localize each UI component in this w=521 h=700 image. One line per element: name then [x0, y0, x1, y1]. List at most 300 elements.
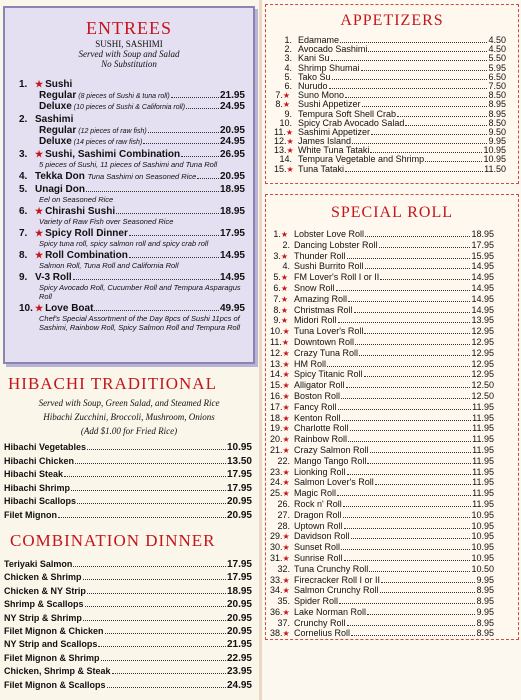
dot-leader — [83, 620, 226, 621]
star-icon: ★ — [282, 402, 290, 412]
hibachi-list — [4, 442, 252, 523]
item-price: 11.95 — [472, 498, 494, 509]
item-name: Teriyaki Salmon — [4, 559, 73, 569]
item-price: 17.95 — [226, 469, 252, 480]
entree-description: Eel on Seasoned Rice — [39, 195, 114, 204]
dot-leader — [337, 495, 471, 496]
dot-leader — [336, 290, 471, 291]
item-name: Cornelius Roll — [294, 628, 351, 639]
star-icon: ★ — [282, 478, 290, 488]
item-number-text: 30. — [270, 542, 283, 553]
item-name: Avocado Sashimi — [298, 44, 368, 55]
item-name: Spicy Crab Avocado Salad — [298, 117, 405, 128]
special-roll-item — [270, 542, 494, 553]
item-name: Charlotte Roll — [294, 423, 349, 434]
entree-price: 26.95 — [219, 149, 245, 160]
star-icon: ★ — [282, 348, 290, 358]
dot-leader — [85, 606, 226, 607]
entree-price: 14.95 — [219, 272, 245, 283]
entree-description: Variety of Raw Fish over Seasoned Rice — [39, 217, 174, 226]
item-price: 9.95 — [476, 606, 494, 617]
item-name: Snow Roll — [294, 282, 335, 293]
item-number-text: 8. — [275, 99, 283, 110]
item-name: Hibachi Vegetables — [4, 442, 87, 452]
special-roll-item — [270, 348, 494, 359]
item-price: 11.95 — [472, 423, 494, 434]
dot-leader — [344, 528, 471, 529]
combination-item — [4, 653, 252, 666]
item-number-text: 19. — [270, 423, 283, 434]
item-number-text: 10. — [270, 326, 283, 337]
item-name: Hibachi Shrimp — [4, 482, 71, 493]
special-roll-item — [270, 272, 494, 283]
hibachi-fried-rice-note: (Add $1.00 for Fried Rice) — [80, 426, 178, 436]
item-name: Salmon Crunchy Roll — [294, 585, 379, 596]
star-icon: ★ — [35, 303, 44, 313]
entree-number: 8. — [19, 250, 28, 261]
entrees-heading: ENTREES — [86, 18, 172, 38]
dot-leader — [365, 236, 470, 237]
item-number-text: 2. — [282, 239, 290, 250]
dot-leader — [405, 125, 487, 126]
star-icon: ★ — [280, 294, 288, 304]
item-number-text: 4. — [282, 261, 290, 272]
dot-leader — [380, 592, 476, 593]
combination-item — [4, 626, 252, 639]
item-price: 22.95 — [226, 652, 252, 664]
entree-name — [35, 272, 72, 283]
item-number-text: 1. — [284, 35, 292, 45]
item-name: Tuna Crunchy Roll — [294, 563, 369, 574]
option-label: Regular — [39, 125, 77, 136]
item-name: Lake Norman Roll — [294, 606, 367, 617]
star-icon: ★ — [282, 435, 290, 445]
item-name: Chicken, Shrimp & Steak — [4, 666, 111, 677]
dot-leader — [58, 517, 226, 518]
combination-item — [4, 613, 252, 626]
item-name: Christmas Roll — [294, 304, 353, 315]
item-number — [270, 261, 294, 272]
entree-item — [19, 228, 245, 248]
dot-leader — [370, 452, 472, 453]
special-roll-item — [270, 488, 494, 499]
item-number-text: 24. — [270, 477, 283, 488]
entree-option — [19, 101, 245, 112]
item-number-text: 1. — [273, 229, 281, 239]
entree-description: Spicy tuna roll, spicy salmon roll and spicy crab roll — [39, 239, 209, 248]
item-name: Dancing Lobster Roll — [294, 239, 378, 250]
item-number — [270, 596, 294, 607]
entree-price: 17.95 — [219, 228, 245, 239]
dot-leader — [197, 178, 219, 179]
entree-option — [19, 125, 245, 136]
item-price: 11.95 — [472, 434, 494, 445]
special-roll-item — [270, 575, 494, 586]
dot-leader — [347, 474, 472, 475]
item-price: 18.95 — [471, 229, 494, 239]
item-number-text: 4. — [284, 62, 292, 73]
option-detail: (12 pieces of raw fish) — [78, 128, 147, 135]
item-name: White Tuna Tataki — [298, 145, 370, 156]
special-roll-item — [270, 618, 494, 629]
item-number-text: 13. — [270, 358, 283, 369]
star-icon: ★ — [280, 273, 288, 283]
entree-option — [19, 90, 245, 101]
item-price: 12.50 — [471, 390, 494, 401]
entrees-subtitle: SUSHI, SASHIMI — [95, 39, 163, 49]
item-price: 14.95 — [471, 272, 494, 283]
item-number-text: 27. — [277, 509, 290, 520]
entree-inline-note: Tuna Sashimi on Seasoned Rice — [87, 172, 197, 181]
entree-number: 1. — [19, 79, 28, 90]
star-icon: ★ — [282, 532, 290, 542]
dot-leader — [343, 517, 471, 518]
entree-description: Chef's Special Assortment of the Day 8pcs of Sushi 11pcs of Sashimi, Rainbow Roll, Spicy Salmon Roll and Tempura Roll — [39, 314, 241, 332]
dot-leader — [355, 344, 470, 345]
entree-item — [19, 171, 245, 182]
entree-price: 18.95 — [219, 206, 245, 217]
star-icon: ★ — [282, 413, 290, 423]
item-number-text: 12. — [270, 347, 283, 358]
entree-item — [19, 272, 245, 301]
dot-leader — [367, 463, 471, 464]
dot-leader — [87, 593, 226, 594]
dot-leader — [347, 258, 471, 259]
entree-name-text: Chirashi Sushi — [45, 206, 116, 217]
item-name: Salmon Lover's Roll — [294, 477, 374, 488]
hibachi-heading: HIBACHI TRADITIONAL — [8, 374, 217, 393]
item-number-text: 31. — [270, 552, 283, 563]
item-name: Amazing Roll — [294, 293, 348, 304]
dot-leader — [359, 355, 470, 356]
item-price: 8.95 — [476, 617, 494, 628]
special-roll-item — [270, 402, 494, 413]
special-roll-item — [270, 369, 494, 380]
dot-leader — [351, 635, 475, 636]
item-number-text: 6. — [273, 282, 281, 293]
item-price: 10.95 — [471, 509, 494, 520]
item-number-text: 14. — [270, 369, 283, 380]
left-column — [0, 0, 258, 700]
item-number-text: 7. — [273, 293, 281, 304]
entrees-served-with: Served with Soup and Salad — [78, 49, 180, 59]
dot-leader — [77, 503, 226, 504]
dot-leader — [352, 143, 487, 144]
special-roll-item — [270, 359, 494, 370]
item-price: 11.95 — [472, 401, 494, 412]
item-price: 5.50 — [488, 53, 506, 64]
item-name: Crunchy Roll — [294, 617, 346, 628]
entree-item — [19, 206, 245, 226]
special-roll-item — [270, 391, 494, 402]
dot-leader — [98, 646, 226, 647]
star-icon: ★ — [282, 91, 290, 101]
hibachi-item — [4, 483, 252, 497]
item-name: Tempura Vegetable and Shrimp — [298, 154, 425, 165]
entree-heading — [19, 149, 245, 160]
item-price: 10.95 — [471, 542, 494, 553]
dot-leader — [362, 106, 488, 107]
entree-price: 14.95 — [219, 250, 245, 261]
special-roll-item — [270, 337, 494, 348]
item-name: Thunder Roll — [294, 250, 346, 261]
appetizers-section — [265, 4, 519, 184]
item-number — [270, 521, 294, 532]
combination-item — [4, 666, 252, 679]
item-number-text: 37. — [277, 617, 290, 628]
dot-leader — [380, 279, 470, 280]
item-price: 11.95 — [472, 412, 494, 423]
dot-leader — [341, 398, 470, 399]
item-number-text: 20. — [270, 434, 283, 445]
special-roll-item — [270, 434, 494, 445]
dot-leader — [350, 430, 472, 431]
special-roll-item — [270, 251, 494, 262]
dot-leader — [365, 268, 471, 269]
item-number — [270, 618, 294, 629]
item-number — [270, 499, 294, 510]
item-number — [270, 510, 294, 521]
entree-item — [19, 250, 245, 270]
hibachi-item — [4, 469, 252, 483]
item-name: Kenton Roll — [294, 412, 341, 423]
combination-item — [4, 599, 252, 612]
entree-heading — [19, 250, 245, 261]
item-price: 17.95 — [226, 572, 252, 584]
item-number-text: 14. — [279, 154, 292, 165]
item-price: 23.95 — [226, 666, 252, 678]
item-price: 20.95 — [226, 612, 252, 624]
option-label: Regular — [39, 90, 77, 101]
hibachi-item — [4, 442, 252, 456]
dot-leader — [186, 108, 219, 109]
dot-leader — [344, 560, 471, 561]
entree-description: Salmon Roll, Tuna Roll and California Roll — [39, 261, 179, 270]
item-number — [274, 165, 298, 174]
entree-name — [35, 114, 73, 125]
dot-leader — [345, 97, 487, 98]
item-price: 17.95 — [226, 559, 252, 570]
item-name: Sushi Appetizer — [298, 99, 361, 110]
dot-leader — [329, 88, 488, 89]
entree-name — [35, 184, 85, 195]
option-price: 20.95 — [219, 125, 245, 136]
item-price: 10.95 — [483, 145, 506, 156]
dot-leader — [343, 506, 471, 507]
dot-leader — [64, 476, 226, 477]
item-name: Chicken & NY Strip — [4, 585, 86, 596]
star-icon: ★ — [35, 206, 44, 216]
appetizer-item — [274, 165, 506, 174]
item-price: 7.50 — [488, 80, 506, 91]
special-roll-item — [270, 596, 494, 607]
item-price: 11.95 — [472, 488, 494, 499]
combination-item — [4, 639, 252, 652]
star-icon: ★ — [280, 283, 288, 293]
item-name: Edamame — [298, 35, 340, 45]
item-price: 14.95 — [471, 261, 494, 272]
entree-heading — [19, 228, 245, 239]
entree-number: 3. — [19, 149, 28, 160]
item-price: 21.95 — [226, 639, 252, 651]
item-number-text: 10. — [279, 117, 292, 128]
item-number-text: 22. — [277, 455, 290, 466]
item-name: Lionking Roll — [294, 466, 346, 477]
entree-heading — [19, 206, 245, 217]
entree-item — [19, 184, 245, 204]
entree-option — [19, 136, 245, 147]
item-price: 12.95 — [471, 358, 494, 369]
combination-item — [4, 586, 252, 599]
hibachi-item — [4, 496, 252, 510]
item-price: 20.95 — [226, 599, 252, 611]
item-name: Filet Mignon & Shrimp — [4, 652, 100, 663]
item-name: James Island — [298, 136, 352, 147]
item-name: Filet Mignon — [4, 509, 57, 520]
star-icon: ★ — [35, 250, 44, 260]
item-number-text: 29. — [270, 531, 283, 542]
special-roll-item — [270, 326, 494, 337]
item-number-text: 17. — [270, 401, 283, 412]
special-roll-item — [270, 553, 494, 564]
item-name: HM Roll — [294, 358, 327, 369]
item-name: Filet Mignon & Chicken — [4, 625, 104, 636]
special-roll-item — [270, 445, 494, 456]
item-number-text: 15. — [274, 163, 287, 174]
item-price: 5.95 — [488, 62, 506, 73]
item-number-text: 2. — [284, 44, 292, 55]
star-icon: ★ — [35, 79, 44, 89]
star-icon: ★ — [282, 327, 290, 337]
entree-name — [45, 206, 115, 217]
item-number-text: 28. — [277, 520, 290, 531]
item-name: Filet Mignon & Scallops — [4, 679, 106, 690]
item-name: Alligator Roll — [294, 380, 345, 391]
item-name: Boston Roll — [294, 390, 341, 401]
entree-number: 6. — [19, 206, 28, 217]
dot-leader — [129, 257, 219, 258]
item-name: Rock n' Roll — [294, 498, 342, 509]
item-number-text: 7. — [275, 90, 283, 101]
item-number-text: 11. — [270, 336, 282, 347]
star-icon: ★ — [282, 424, 290, 434]
item-number-text: 12. — [274, 136, 287, 147]
item-name: NY Strip & Shrimp — [4, 612, 82, 623]
dot-leader — [375, 484, 471, 485]
item-price: 8.95 — [476, 628, 494, 639]
item-name: Kani Su — [298, 53, 330, 64]
item-name: Tuna Tataki — [298, 163, 345, 174]
dot-leader — [347, 625, 476, 626]
entree-number: 2. — [19, 114, 28, 125]
dot-leader — [75, 463, 226, 464]
item-name: Mango Tango Roll — [294, 455, 367, 466]
star-icon: ★ — [35, 149, 44, 159]
dot-leader — [331, 60, 488, 61]
dot-leader — [341, 549, 470, 550]
special-roll-item — [270, 564, 494, 575]
item-price: 17.95 — [226, 482, 252, 494]
dot-leader — [107, 687, 226, 688]
item-name: Sunset Roll — [294, 542, 341, 553]
entree-name-text: Roll Combination — [45, 250, 128, 261]
entree-price: 20.95 — [219, 171, 245, 182]
item-price: 11.95 — [472, 444, 494, 455]
dot-leader — [361, 70, 488, 71]
item-number-text: 18. — [270, 412, 283, 423]
item-price: 12.50 — [471, 380, 494, 391]
entree-name-text: Sushi, Sashimi Combination — [45, 149, 181, 160]
star-icon: ★ — [282, 445, 290, 455]
item-price: 9.95 — [476, 574, 494, 585]
item-price: 9.50 — [488, 126, 506, 137]
item-number — [270, 564, 294, 575]
star-icon: ★ — [282, 370, 290, 380]
item-name: Firecracker Roll I or II — [294, 574, 381, 585]
item-number-text: 35. — [277, 596, 290, 607]
option-detail: (8 pieces of Sushi & tuna roll) — [78, 93, 170, 100]
special-roll-item — [270, 585, 494, 596]
special-roll-item — [270, 261, 494, 272]
special-roll-section — [265, 194, 519, 640]
item-price: 8.50 — [488, 117, 506, 128]
item-number-text: 15. — [270, 380, 283, 391]
star-icon: ★ — [282, 586, 290, 596]
item-price: 20.95 — [226, 625, 252, 637]
item-name: FM Lover's Roll I or II — [294, 272, 380, 283]
star-icon: ★ — [282, 575, 290, 585]
item-price: 8.95 — [476, 585, 494, 596]
item-name: Shrimp & Scallops — [4, 599, 84, 610]
star-icon: ★ — [35, 228, 44, 238]
item-price: 24.95 — [226, 679, 252, 691]
special-roll-item — [270, 456, 494, 467]
entrees-no-substitution: No Substitution — [101, 59, 157, 69]
dot-leader — [351, 538, 471, 539]
item-price: 14.95 — [471, 282, 494, 293]
item-number-text: 13. — [274, 145, 287, 156]
dot-leader — [338, 409, 472, 410]
item-number-text: 11. — [274, 126, 286, 137]
combination-list — [4, 559, 252, 693]
entree-name-text: Sashimi — [35, 114, 74, 125]
special-roll-item — [270, 380, 494, 391]
entree-number: 7. — [19, 228, 28, 239]
entree-name-text: V-3 Roll — [35, 272, 72, 283]
item-number-text: 5. — [273, 272, 281, 283]
item-number-text: 34. — [270, 585, 283, 596]
special-roll-item — [270, 413, 494, 424]
entree-item — [19, 303, 245, 332]
entree-description: Spicy Avocado Roll, Cucumber Roll and Tempura Asparagus Roll — [39, 283, 241, 301]
item-name: Dragon Roll — [294, 509, 342, 520]
item-name: Sunrise Roll — [294, 552, 343, 563]
entree-name-text: Love Boat — [45, 303, 94, 314]
dot-leader — [101, 660, 226, 661]
dot-leader — [332, 79, 488, 80]
item-name: Tuna Lover's Roll — [294, 326, 364, 337]
item-name: Uptown Roll — [294, 520, 343, 531]
item-name: Tako Su — [298, 71, 331, 82]
dot-leader — [370, 152, 482, 153]
dot-leader — [364, 333, 470, 334]
dot-leader — [364, 376, 471, 377]
item-price: 10.95 — [471, 552, 494, 563]
item-price: 12.95 — [471, 369, 494, 380]
special-roll-item — [270, 628, 494, 639]
item-name: Spicy Titanic Roll — [294, 369, 363, 380]
option-detail: (14 pieces of raw fish) — [73, 139, 143, 146]
